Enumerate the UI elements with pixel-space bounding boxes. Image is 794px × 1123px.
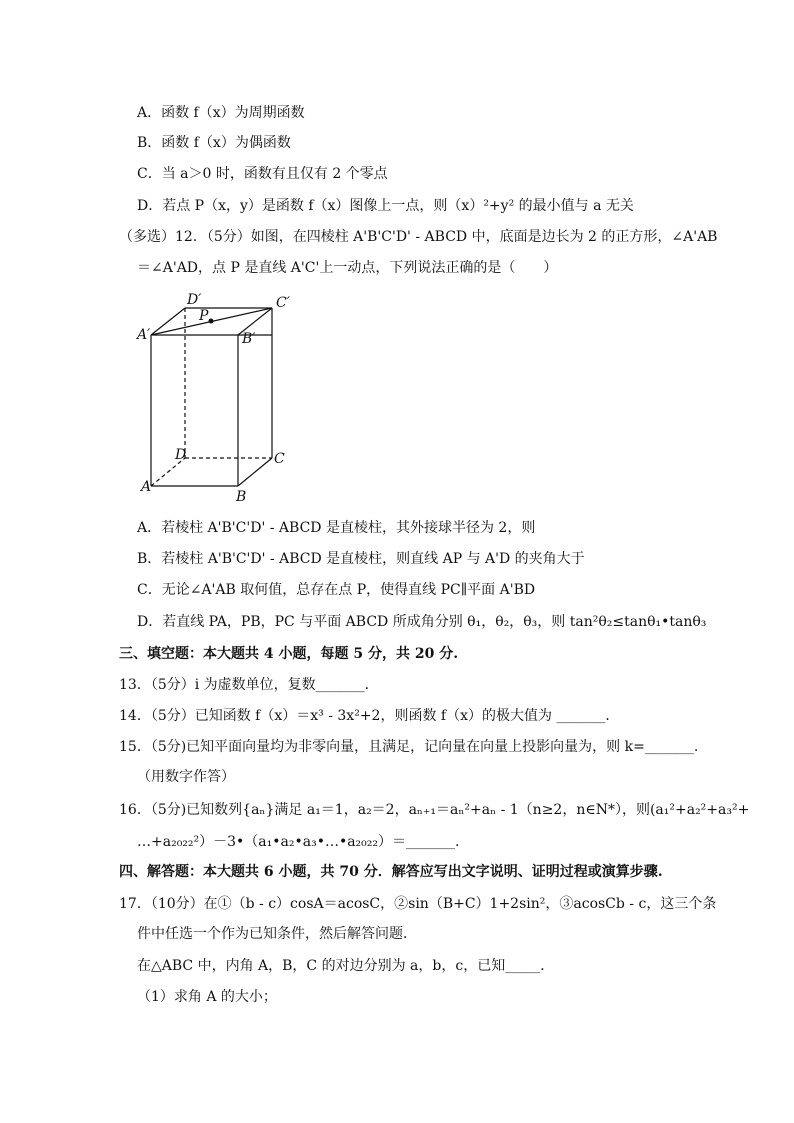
question-15-line1: 15．（5分)已知平面向量均为非零向量，且满足，记向量在向量上投影向量为，则 k=_______. [119, 739, 699, 755]
label-a-prime: A′ [137, 327, 151, 343]
question-17-line1: 17．（10分）在①（b - c）cosA＝acosC，②sin（B+C）1+2sin²，③acosCb - c，这三个条 [119, 896, 717, 912]
label-a: A [141, 479, 152, 495]
q11-option-c: C．当 a＞0 时，函数有且仅有 2 个零点 [137, 166, 388, 182]
q11-option-b: B．函数 f（x）为偶函数 [137, 135, 291, 151]
question-13: 13．（5分）i 为虚数单位，复数_______． [119, 677, 379, 693]
question-17-line4: （1）求角 A 的大小； [137, 989, 277, 1005]
q12-option-d: D．若直线 PA，PB，PC 与平面 ABCD 所成角分别 θ₁，θ₂，θ₃，则 tan²θ₂≤tanθ₁•tanθ₃ [137, 614, 707, 630]
question-14: 14．（5分）已知函数 f（x）＝x³ - 3x²+2，则函数 f（x）的极大值为 _______． [119, 708, 620, 724]
question-15-line2: （用数字作答） [137, 769, 235, 785]
q12-option-c: C．无论∠A'AB 取何值，总存在点 P，使得直线 PC∥平面 A'BD [137, 582, 536, 598]
label-b-prime: B′ [242, 331, 256, 347]
q12-stem-line2: ＝∠A'AD，点 P 是直线 A'C'上一动点，下列说法正确的是（ ） [137, 260, 558, 276]
q11-option-a: A．函数 f（x）为周期函数 [137, 105, 305, 121]
label-c: C [274, 451, 285, 467]
question-16-line2: …+a₂₀₂₂²）－3•（a₁•a₂•a₃•…•a₂₀₂₂）＝_______. [137, 834, 460, 850]
question-17-line2: 件中任选一个作为已知条件，然后解答问题． [137, 926, 417, 942]
prism-figure [135, 288, 305, 508]
label-c-prime: C′ [276, 295, 290, 311]
section-3-heading: 三、填空题：本大题共 4 小题，每题 5 分，共 20 分. [119, 646, 459, 662]
label-d-prime: D′ [187, 292, 202, 308]
question-17-line3: 在△ABC 中，内角 A，B，C 的对边分别为 a，b，c，已知_____． [137, 958, 555, 974]
q12-stem-line1: （多选）12．（5分）如图，在四棱柱 A'B'C'D' - ABCD 中，底面是边长为 2 的正方形，∠A'AB [119, 229, 718, 245]
question-16-line1: 16．（5分)已知数列{aₙ}满足 a₁＝1，a₂＝2，aₙ₊₁＝aₙ²+aₙ - 1（n≥2，n∈N*），则(a₁²+a₂²+a₃²+ [119, 802, 750, 818]
label-b: B [236, 489, 247, 505]
label-d: D [175, 447, 187, 463]
q11-option-d: D．若点 P（x，y）是函数 f（x）图像上一点，则（x）²+y² 的最小值与 a 无关 [137, 198, 634, 214]
q12-option-b: B．若棱柱 A'B'C'D' - ABCD 是直棱柱，则直线 AP 与 A'D 的夹角大于 [137, 551, 585, 567]
q12-option-a: A．若棱柱 A'B'C'D' - ABCD 是直棱柱，其外接球半径为 2，则 [137, 520, 536, 536]
section-4-heading: 四、解答题：本大题共 6 小题，共 70 分．解答应写出文字说明、证明过程或演算步骤. [119, 864, 663, 880]
label-p: P [199, 308, 209, 324]
